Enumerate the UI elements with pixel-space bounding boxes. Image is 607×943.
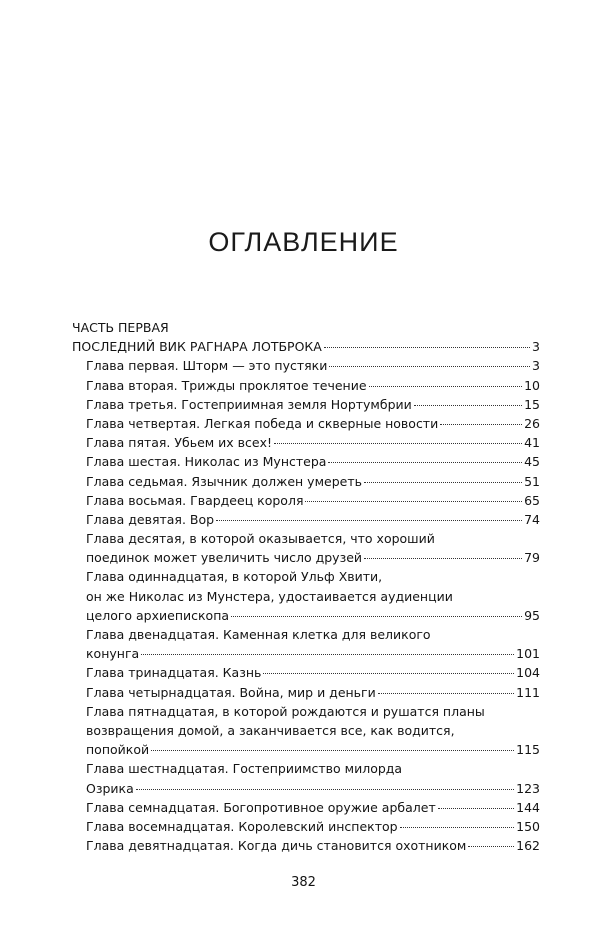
toc-entry-last-line <box>86 798 540 817</box>
toc-entry-title-line: возвращения домой, а заканчивается все, как водится, <box>86 722 455 738</box>
toc-entry-page: 150 <box>516 818 540 834</box>
dot-leader <box>400 827 515 828</box>
toc-entry-last-line <box>86 548 540 567</box>
dot-leader <box>329 366 530 367</box>
toc-entry <box>72 414 540 433</box>
toc-entry <box>72 798 540 817</box>
toc-entry-title-line: Глава двенадцатая. Каменная клетка для великого <box>86 627 431 642</box>
toc-entry-title-line: Глава девятнадцатая. Когда дичь становится охотником <box>86 838 467 854</box>
toc-entry-last-line <box>86 433 540 452</box>
toc-entry <box>72 567 540 625</box>
toc-entry-title-line: попойкой <box>86 742 150 758</box>
toc-entry-last-line <box>86 395 540 414</box>
toc-entry <box>72 337 540 356</box>
toc-entry-last-line <box>86 472 540 491</box>
toc-entry-last-line <box>86 356 540 375</box>
toc-entry-title-line: он же Николас из Мунстера, удостаивается аудиенции <box>86 588 453 604</box>
dot-leader <box>369 386 523 387</box>
toc-entry <box>72 529 540 567</box>
toc-entry <box>72 759 540 797</box>
toc-entry <box>72 491 540 510</box>
toc-entry-page: 104 <box>516 665 540 681</box>
toc-entry-title-line: конунга <box>86 646 140 662</box>
toc-entry-page: 65 <box>524 492 540 508</box>
dot-leader <box>305 501 522 502</box>
toc-entry-page: 10 <box>524 377 540 393</box>
toc-entry-title-line: Глава восемнадцатая. Королевский инспектор <box>86 818 398 834</box>
toc-entry-page: 162 <box>516 838 540 854</box>
dot-leader <box>378 693 514 694</box>
dot-leader <box>414 405 522 406</box>
toc-entry-title-line: Глава четвертая. Легкая победа и скверные новости <box>86 415 439 431</box>
toc-entry-title-line: Озрика <box>86 780 134 796</box>
toc-entry-last-line <box>86 836 540 855</box>
toc-entry-page: 115 <box>516 742 540 758</box>
toc-entry-page: 3 <box>532 358 540 374</box>
toc-entry-last-line <box>86 491 540 510</box>
toc-entry-page: 144 <box>516 799 540 815</box>
toc-entry-title-line: ПОСЛЕДНИЙ ВИК РАГНАРА ЛОТБРОКА <box>72 339 322 355</box>
toc-entry-title-line: поединок может увеличить число друзей <box>86 550 363 566</box>
toc-entry-title-line: Глава пятая. Убьем их всех! <box>86 435 272 451</box>
toc-entry <box>72 663 540 682</box>
toc-entry-page: 123 <box>516 780 540 796</box>
toc-entry-page: 26 <box>524 415 540 431</box>
toc-entry-title-line: Глава четырнадцатая. Война, мир и деньги <box>86 684 376 700</box>
dot-leader <box>136 789 514 790</box>
toc-entry <box>72 472 540 491</box>
toc-entry <box>72 817 540 836</box>
toc-entry-title-line: Глава шестая. Николас из Мунстера <box>86 454 327 470</box>
dot-leader <box>468 846 514 847</box>
dot-leader <box>364 558 522 559</box>
dot-leader <box>438 808 514 809</box>
toc-entry <box>72 836 540 855</box>
toc-entry <box>72 376 540 395</box>
dot-leader <box>141 654 514 655</box>
toc-entry-title-line: целого архиепископа <box>86 607 230 623</box>
dot-leader <box>151 750 514 751</box>
toc-entry-title-line: Глава семнадцатая. Богопротивное оружие арбалет <box>86 799 436 815</box>
dot-leader <box>440 424 522 425</box>
toc-entry-last-line <box>86 817 540 836</box>
toc-entry-title-line: Глава седьмая. Язычник должен умереть <box>86 473 362 489</box>
toc-entry-page: 111 <box>516 684 540 700</box>
toc-entry-page: 74 <box>524 511 540 527</box>
toc-entry-page: 101 <box>516 646 540 662</box>
toc-entry <box>72 356 540 375</box>
toc-entry-title-line: Глава восьмая. Гвардеец короля <box>86 492 304 508</box>
toc-entry-title-line: Глава третья. Гостеприимная земля Нортумбрии <box>86 396 412 412</box>
toc-entry-last-line <box>86 740 540 759</box>
toc-entries <box>72 337 540 855</box>
toc-entry <box>72 702 540 760</box>
toc-entry-last-line <box>86 376 540 395</box>
toc-entry-title-line: Глава одиннадцатая, в которой Ульф Хвити, <box>86 569 383 585</box>
toc-entry-last-line <box>86 683 540 702</box>
dot-leader <box>216 520 522 521</box>
dot-leader <box>274 443 522 444</box>
toc-entry <box>72 395 540 414</box>
toc-entry-page: 79 <box>524 550 540 566</box>
toc-entry-page: 41 <box>524 435 540 451</box>
dot-leader <box>263 673 514 674</box>
toc-entry-page: 45 <box>524 454 540 470</box>
toc-entry-title-line: Глава пятнадцатая, в которой рождаются и рушатся планы <box>86 703 485 719</box>
toc-entry-last-line <box>72 337 540 356</box>
toc-entry-title-line: Глава шестнадцатая. Гостеприимство милорда <box>86 761 403 777</box>
toc-entry-title-line: Глава вторая. Трижды проклятое течение <box>86 377 367 393</box>
toc-entry-last-line <box>86 414 540 433</box>
toc-entry <box>72 452 540 471</box>
dot-leader <box>324 347 530 348</box>
toc-entry-page: 51 <box>524 473 540 489</box>
dot-leader <box>328 462 522 463</box>
part-label: ЧАСТЬ ПЕРВАЯ <box>72 320 169 335</box>
toc-entry <box>72 625 540 663</box>
toc-entry <box>72 683 540 702</box>
toc-entry-title-line: Глава тринадцатая. Казнь <box>86 665 262 681</box>
toc-entry-last-line <box>86 644 540 663</box>
toc-entry-last-line <box>86 606 540 625</box>
toc-entry <box>72 510 540 529</box>
toc-entry-last-line <box>86 779 540 798</box>
toc-entry-last-line <box>86 510 540 529</box>
toc-entry-page: 95 <box>524 607 540 623</box>
page-number: 382 <box>291 875 316 890</box>
page-title: ОГЛАВЛЕНИЕ <box>208 227 399 257</box>
toc-entry-last-line <box>86 663 540 682</box>
toc-entry-page: 15 <box>524 396 540 412</box>
toc-entry-title-line: Глава девятая. Вор <box>86 511 215 527</box>
toc-entry-title-line: Глава десятая, в которой оказывается, что хороший <box>86 531 435 547</box>
toc-entry <box>72 433 540 452</box>
toc-entry-page: 3 <box>532 339 540 355</box>
table-of-contents <box>72 318 540 855</box>
toc-entry-title-line: Глава первая. Шторм — это пустяки <box>86 358 328 374</box>
dot-leader <box>231 616 522 617</box>
toc-entry-last-line <box>86 452 540 471</box>
dot-leader <box>364 482 522 483</box>
